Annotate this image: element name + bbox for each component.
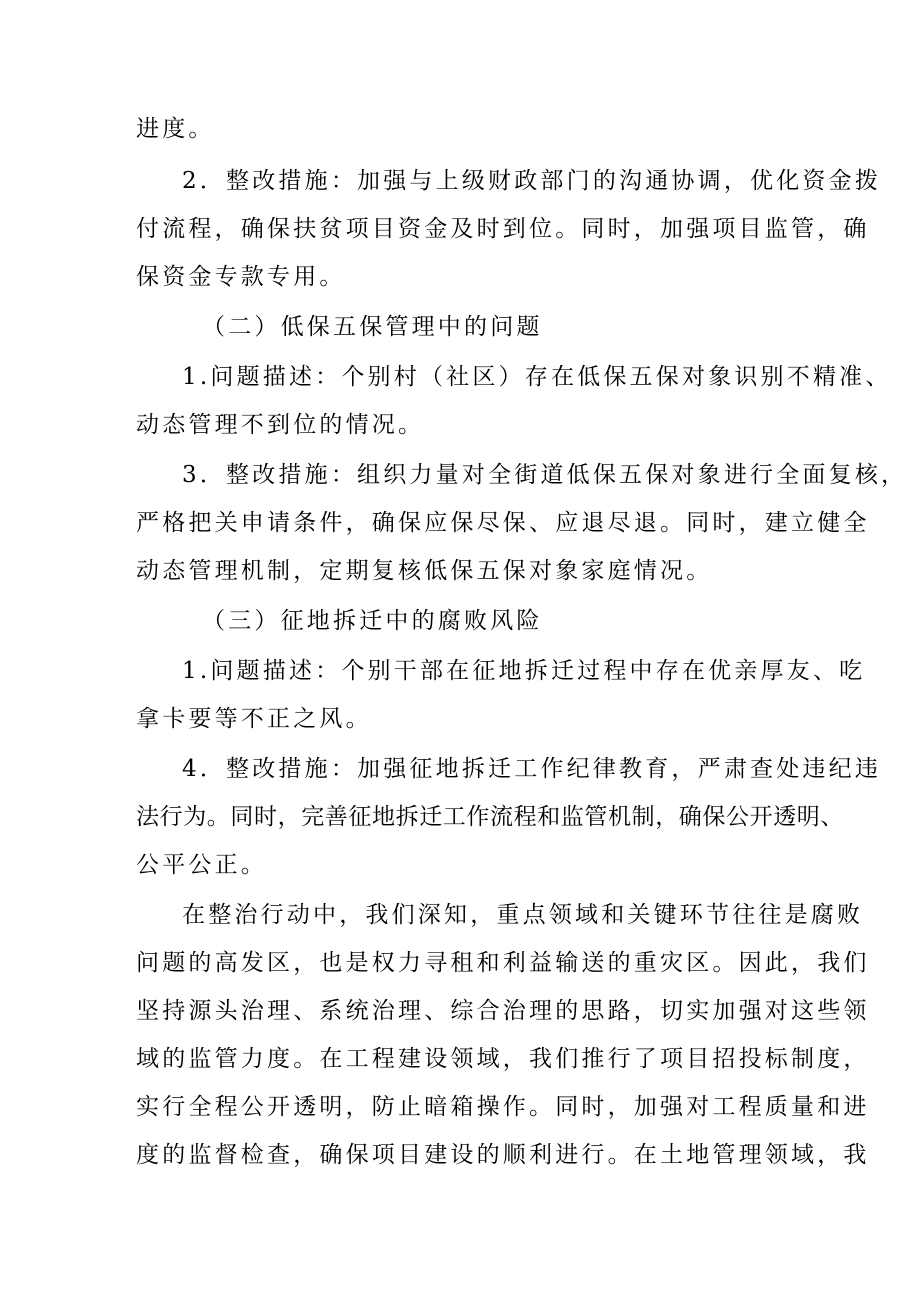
text-line-problem-1b: 1.问题描述：个别干部在征地拆迁过程中存在优亲厚友、吃	[182, 658, 866, 684]
text-line: 保资金专款专用。	[136, 264, 346, 290]
text-line-measure-3: 3．整改措施：组织力量对全街道低保五保对象进行全面复核，	[182, 462, 908, 488]
section-heading-2: （二）低保五保管理中的问题	[202, 314, 543, 340]
text-line: 严格把关申请条件，确保应保尽保、应退尽退。同时，建立健全	[136, 510, 870, 536]
text-line: 公平公正。	[136, 852, 267, 878]
text-line: 实行全程公开透明，防止暗箱操作。同时，加强对工程质量和进	[136, 1094, 870, 1120]
text-line-problem-1: 1.问题描述：个别村（社区）存在低保五保对象识别不精准、	[182, 364, 892, 390]
text-line: 坚持源头治理、系统治理、综合治理的思路，切实加强对这些领	[136, 998, 870, 1024]
text-line-paragraph-start: 在整治行动中，我们深知，重点领域和关键环节往往是腐败	[182, 902, 864, 928]
text-line: 动态管理机制，定期复核低保五保对象家庭情况。	[136, 558, 713, 584]
text-line: 动态管理不到位的情况。	[136, 412, 425, 438]
text-line: 度的监督检查，确保项目建设的顺利进行。在土地管理领域，我	[136, 1142, 870, 1168]
text-line-measure-4: 4．整改措施：加强征地拆迁工作纪律教育，严肃查处违纪违	[182, 756, 882, 782]
text-line: 问题的高发区，也是权力寻租和利益输送的重灾区。因此，我们	[136, 950, 870, 976]
section-heading-3: （三）征地拆迁中的腐败风险	[202, 608, 543, 634]
text-line: 付流程，确保扶贫项目资金及时到位。同时，加强项目监管，确	[136, 216, 870, 242]
text-line-measure-2: 2．整改措施：加强与上级财政部门的沟通协调，优化资金拨	[182, 168, 882, 194]
text-line: 域的监管力度。在工程建设领域，我们推行了项目招投标制度，	[136, 1046, 870, 1072]
text-line-continuation: 进度。	[136, 116, 215, 142]
text-line: 拿卡要等不正之风。	[136, 706, 372, 732]
text-line: 法行为。同时，完善征地拆迁工作流程和监管机制，确保公开透明、	[136, 804, 844, 830]
